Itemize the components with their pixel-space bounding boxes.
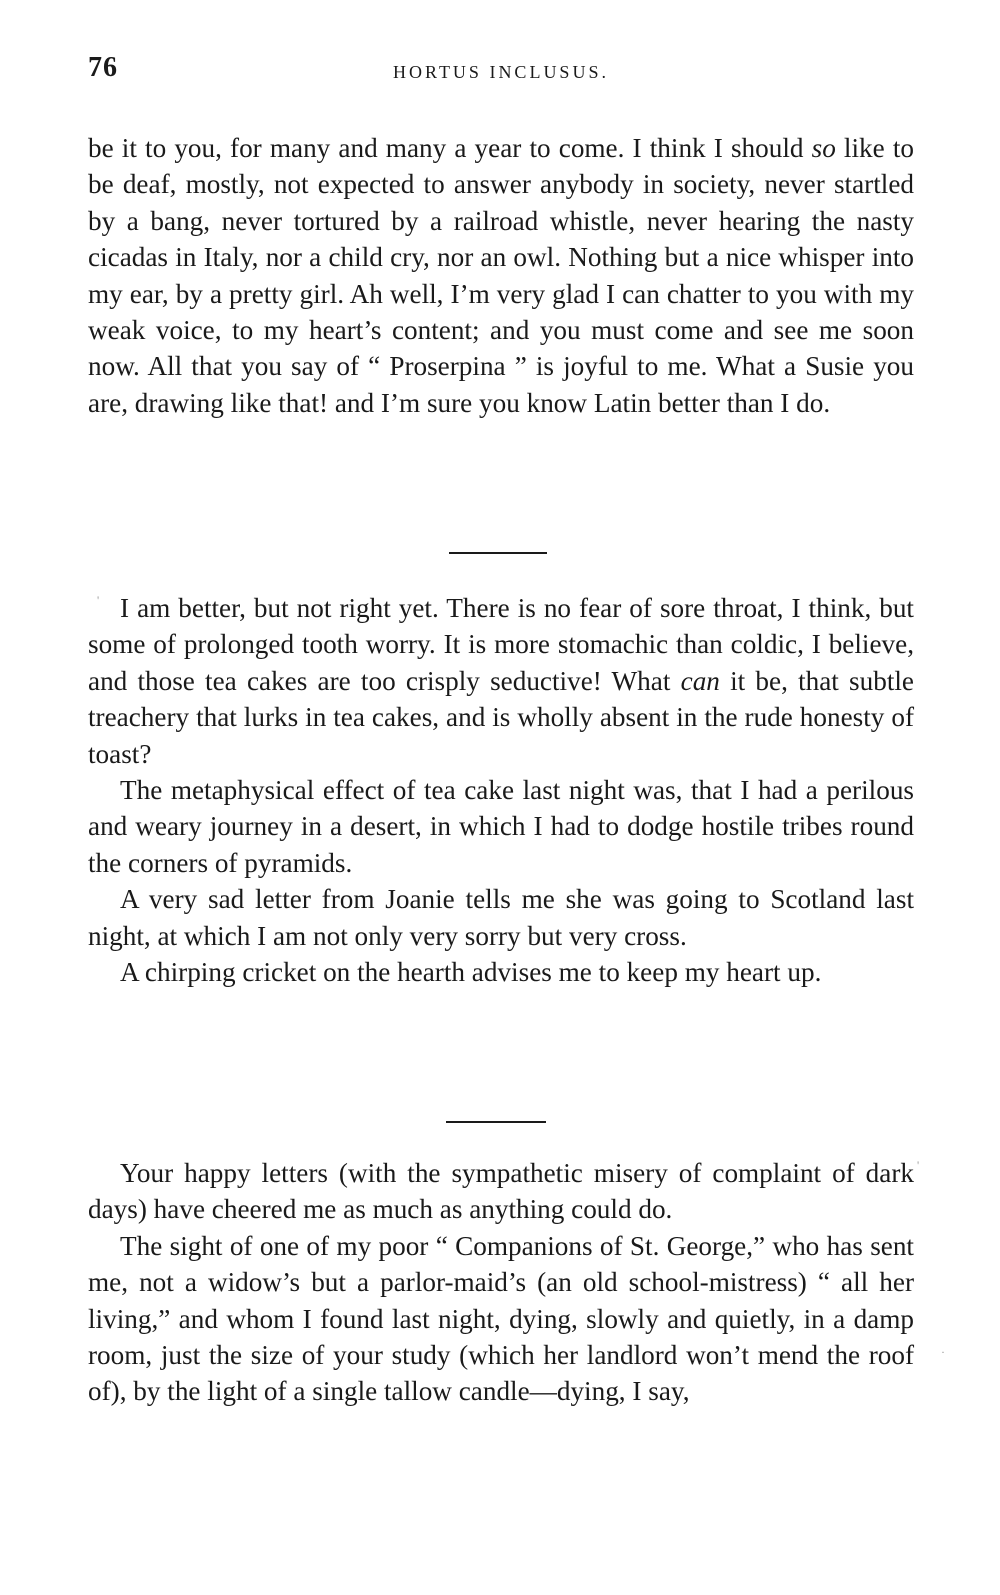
section-divider — [449, 552, 547, 554]
print-mark: ' — [917, 1158, 920, 1172]
print-mark: · — [941, 1345, 945, 1359]
letter-section-three — [88, 1155, 914, 1410]
letter-section-two — [88, 590, 914, 990]
paragraph: A very sad letter from Joanie tells me she was going to Scotland last night, at which I am not only very sorry but very cross. — [88, 884, 914, 951]
print-mark: ' — [97, 593, 100, 607]
text-run: it be, that subtle treachery that lurks in tea cakes, and is wholly absent in the rude honesty of toast? — [88, 665, 914, 769]
paragraph: Your happy letters (with the sympathetic misery of complaint of dark days) have cheered me as much as anything could do. — [88, 1158, 914, 1225]
text-run: I am better, but not right yet. There is no fear of sore throat, I think, but some of prolonged tooth worry. It is more stomachic than coldic, I believe, and those tea cakes are too crisply seductive! What — [88, 593, 914, 696]
emphasis: so — [811, 133, 836, 163]
emphasis: can — [680, 665, 720, 696]
paragraph: A chirping cricket on the hearth advises me to keep my heart up. — [120, 957, 822, 988]
text-run: be it to you, for many and many a year to come. I think I should — [88, 133, 812, 163]
paragraph: The metaphysical effect of tea cake last night was, that I had a perilous and weary journey in a desert, in which I had to dodge hostile tribes round the corners of pyramids. — [88, 775, 914, 878]
letter-continuation — [88, 130, 914, 421]
paragraph — [88, 590, 914, 772]
page-header — [88, 52, 914, 92]
text-run: like to be deaf, mostly, not expected to answer anybody in society, never startled by a bang, never tortured by a railroad whistle, never hearing the nasty cicadas in Italy, nor a child cry, nor an owl. Nothing but a nice whisper into my ear, by a pretty girl. Ah well, I’m very glad I can chatter to you with my weak voice, to my heart’s content; and you must come and see me soon now. All that you say of “ Proserpina ” is joyful to me. What a Susie you are, drawing like that! and I’m sure you know Latin better than I do. — [88, 133, 914, 418]
running-title: HORTUS INCLUSUS. — [393, 62, 609, 82]
paragraph: The sight of one of my poor “ Companions of St. George,” who has sent me, not a widow’s but a parlor-maid’s (an old school-mistress) “ all her living,” and whom I found last night, dying, slowly and quietly, in a damp room, just the size of your study (which her landlord won’t mend the roof of), by the light of a single tallow candle—dying, I say, — [88, 1230, 914, 1407]
section-divider — [446, 1121, 546, 1123]
paragraph — [88, 130, 914, 421]
page-number: 76 — [88, 52, 118, 83]
